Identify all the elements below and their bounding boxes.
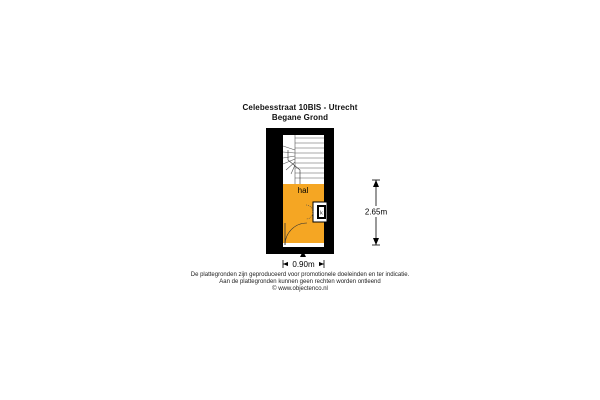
address-title: Celebesstraat 10BIS - Utrecht bbox=[242, 103, 358, 112]
disclaimer-line-1: De plattegronden zijn geproduceerd voor promotionele doeleinden en ter indicatie. bbox=[190, 272, 410, 278]
room-label-hal: hal bbox=[297, 186, 309, 195]
height-dimension-label: 2.65m bbox=[364, 207, 388, 217]
disclaimer-line-2: Aan de plattegronden kunnen geen rechten worden ontleend bbox=[219, 279, 381, 285]
stair-area bbox=[283, 135, 324, 185]
threshold bbox=[283, 243, 324, 247]
copyright-line: © www.objectenco.nl bbox=[272, 286, 328, 292]
width-dimension-label: 0.90m bbox=[292, 260, 315, 269]
meter-cabinet-label: k bbox=[320, 210, 323, 217]
floor-subtitle: Begane Grond bbox=[271, 113, 329, 122]
